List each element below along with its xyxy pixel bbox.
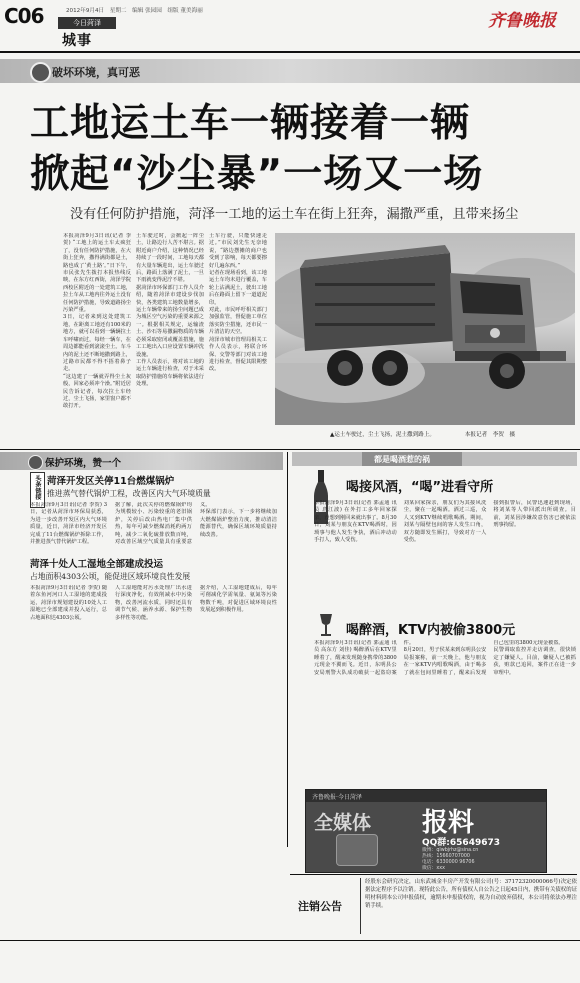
left-banner bbox=[0, 452, 283, 472]
kicker-text: 破坏环境，真可恶 bbox=[52, 66, 140, 79]
right-story1-body bbox=[314, 500, 576, 608]
ad-slogan: 全媒体 bbox=[314, 812, 372, 834]
left-story2-body-text: 本报菏泽9月3日讯(记者 李贺) 随着东鱼河河口人工湿地的建成投运，菏泽市规划建设的10处人工湿地已全部建成并投入运行，总占地面积达4303公顷。 人工湿地能对污水处理厂出水进行深度净化，有效削减水中污染物，改善河流水质，同时还具有调节气候、涵养水源、保护生物多样性等功能。 据介绍，人工湿地建成后，每年可削减化学需氧量、氨氮等污染物数千吨，对促进区域环境良性发展起到积极作用。 bbox=[30, 585, 277, 621]
right-story1-body-text: 本报菏泽9月3日讯(记者 郭孟通 讯员 唐江波) 在外打工多年回家探亲，没想到刚回来就出事了。8月30日，刘某与朋友在KTV喝酒时，因琐事与他人发生争执，酒后冲动动手打人，致人受伤。 刘某回家探亲，朋友们为其接风洗尘，聚在一起喝酒。酒过三巡，众人又到KTV继续唱歌喝酒。期间，刘某与隔壁包间的客人发生口角，双方随即发生厮打，导致对方一人受伤。 接到报警后，民警迅速赶到现场，将刘某等人带回派出所调查。目前，刘某因涉嫌故意伤害已被依法刑事拘留。 bbox=[314, 500, 576, 544]
main-story-col-1 bbox=[63, 233, 131, 451]
left-story1-body-text: 本报菏泽9月3日讯(记者 李贺) 3日，记者从菏泽市环保局获悉，为进一步改善开发区内大气环境质量，近日，菏泽市经济开发区完成了11台燃煤锅炉拆除工作，并推进蒸气替代锅炉工程。 据了解，此次关停的燃煤锅炉均为规模较小、污染较重的老旧锅炉，关停后改由热电厂集中供热，每年可减少燃煤消耗约两万吨，减少二氧化硫排放数百吨，对改善区域空气质量具有重要意义。 环保部门表示，下一步将继续加大燃煤锅炉整治力度，推动清洁能源替代，确保区域环境质量持续改善。 bbox=[30, 502, 277, 546]
right-story2-body-text: 本报菏泽9月3日讯(记者 郭孟通 讯员 高东方 刘佳) 喝醉酒后在KTV里睡着了，醒来发现随身携带的3800元现金不翼而飞。近日，东明县公安局刑警大队成功破获一起盗窃案件。 8月20日，男子侯某来到东明县公安局报案称，前一天晚上，他与朋友在一家KTV内唱歌喝酒，由于喝多了就在包间里睡着了，醒来后发现自己包里的3800元现金被盗。 民警调取监控并走访调查，很快锁定了嫌疑人。目前，嫌疑人已被抓获，赃款已追回，案件正在进一步审理中。 bbox=[314, 640, 576, 676]
notice-separator bbox=[360, 878, 361, 934]
wine-glass-icon bbox=[318, 613, 334, 637]
main-story-col-2-text: 土车驶过时，会掀起一阵尘土，让路边行人苦不堪言。据附近商户介绍，这种情况已经持续了一段时间，工地每天都有大量车辆进出，运土车驶过后，路面上落满了泥土，一旦下雨就变得泥泞不堪。 据菏泽市环保部门工作人员介绍，随着菏泽市建设步伐加快，各类建筑工地数量增多，运土车辆带来的扬尘问题已成为城区空气污染的重要来源之一。根据相关规定，运输渣土、沙石等易撒漏物质的车辆必须采取密闭或覆盖措施，施工工地出入口应设置车辆冲洗设施。 工作人员表示，将对该工地的运土车辆进行检查，对于未采取防护措施的车辆将依法进行处理。 bbox=[136, 233, 204, 388]
baoliao-ad bbox=[305, 789, 547, 873]
right-banner bbox=[292, 452, 577, 470]
right-story1-title: 喝接风酒，“喝”进看守所 bbox=[346, 480, 494, 495]
vertical-divider bbox=[287, 452, 288, 847]
right-story2-body bbox=[314, 640, 576, 784]
section-name: 城事 bbox=[62, 33, 92, 49]
masthead-rule bbox=[0, 51, 580, 53]
left-story1-body bbox=[30, 502, 277, 552]
ad-headline: 报料 bbox=[422, 808, 475, 838]
main-story-col-1-text: 本报菏泽9月3日讯(记者 李贺) “工地上的运土车太疯狂了，没有任何防护措施，在大街上狂奔，撒得满街都是土，路也成了‘黄土路’。”日下午，市民张先生拨打本报热线反映，在东方红西街，菏泽学院西校区附近的一处建筑工地，拉土车从工地内往外运土没有任何防护措施，导致道路扬尘污染严重。 3日，记者来到这处建筑工地，在距离工地还有100米的地方，就可以看到一辆辆拉土车呼啸而过，每经一辆车，在周边都能看到滚滚尘土。车斗内的泥土还不断地撒到路上，过路市民都不得不捂着鼻子走。 “这边建了一辆就弄得尘土灰般，回家必须冲个澡。”附近居民告诉记者，每次拉土车经过，尘土飞扬，家里窗户都不敢打开。 bbox=[63, 233, 131, 410]
left-story1-title: 菏泽开发区关停11台燃煤锅炉 bbox=[47, 476, 175, 487]
photo-credit: 本报记者 李贺 摄 bbox=[464, 432, 516, 438]
news-photo bbox=[275, 233, 575, 425]
main-story-col-3 bbox=[209, 233, 267, 451]
left-story2-subtitle: 占地面积4303公顷，能促进区域环境良性发展 bbox=[30, 572, 191, 581]
left-story2-title: 菏泽十处人工湿地全部建成投运 bbox=[30, 559, 164, 570]
kicker-bar bbox=[0, 59, 580, 87]
photo-caption bbox=[330, 430, 575, 438]
right-banner-text: 都是喝酒惹的祸 bbox=[374, 455, 430, 464]
kicker-badge bbox=[30, 62, 51, 83]
headline-line-1: 工地运土车一辆接着一辆 bbox=[30, 101, 471, 146]
notice-body bbox=[365, 878, 577, 936]
photo-caption-text: ▲运土车驶过，尘土飞扬，泥土撒到路上。 bbox=[330, 432, 435, 438]
section-tag: 今日菏泽 bbox=[58, 17, 116, 29]
ad-phone-icon bbox=[336, 834, 378, 866]
ad-qq: QQ群:65649673 bbox=[422, 838, 500, 848]
subhead-text: 没有任何防护措施，菏泽一工地的运土车在街上狂奔，漏撒严重，且带来扬尘 bbox=[70, 207, 519, 222]
notice-top-rule bbox=[290, 874, 577, 875]
paper-logo: 齐鲁晚报 bbox=[488, 11, 556, 31]
ad-line-1: 微博：qlwbjrhz@sina.cn bbox=[422, 848, 479, 853]
right-story2-title: 喝醉酒，KTV内被偷3800元 bbox=[346, 623, 516, 638]
main-story-col-3-text: 土车行驶，只能快速走过。”市民刘先生无奈地说，“路边摆摊的商户也受到了影响，每天都要擦好几遍东西。” 记者在现场看到，该工地运土车均未进行覆盖，车轮上沾满泥土，驶出工地后在路面上留下一道道泥印。 对此，市民呼吁相关部门加强监管，督促施工单位落实防尘措施，还市民一片清洁的天空。 菏泽市城市管理局相关工作人员表示，将联合环保、交警等部门对该工地进行检查，督促其限期整改。 bbox=[209, 233, 267, 373]
page-bottom-rule bbox=[0, 940, 580, 941]
left-banner-text: 保护环境，赞一个 bbox=[45, 458, 122, 469]
left-banner-badge bbox=[28, 455, 43, 470]
left-story1-subtitle: 推进蒸气替代锅炉工程，改善区内大气环境质量 bbox=[47, 489, 211, 498]
ad-brand: 齐鲁晚报·今日菏泽 bbox=[312, 794, 362, 801]
divider-main bbox=[0, 449, 580, 450]
dateline: 2012年9月4日 星期二 编辑 张园园 组版 董美海丽 bbox=[66, 8, 203, 14]
page-code: C06 bbox=[4, 4, 44, 28]
notice-body-text: 经股东会研究决定，山东武城金丰房产开发有限公司(号：37172320000066号)决定依据法定程序予以注销。现特此公告，所有债权人自公告之日起45日内，携带有关债权的证明材料到本公司申报债权，逾期未申报债权的，视为自动放弃债权，本公司将依法办理注销手续。 bbox=[365, 879, 577, 909]
ad-line-4: 微信：xxx bbox=[422, 866, 445, 871]
main-story-col-2 bbox=[136, 233, 204, 451]
sidebar-tag-text: 头条链接 bbox=[34, 475, 41, 500]
ad-line-2: 热线：15660707000 bbox=[422, 854, 470, 859]
notice-title: 注销公告 bbox=[298, 900, 342, 913]
left-story2-body bbox=[30, 585, 277, 840]
dump-truck-image bbox=[275, 233, 575, 425]
masthead bbox=[0, 0, 580, 58]
headline-line-2: 掀起“沙尘暴”一场又一场 bbox=[30, 152, 484, 197]
ad-line-3: 电话：6330000 96706 bbox=[422, 860, 475, 865]
